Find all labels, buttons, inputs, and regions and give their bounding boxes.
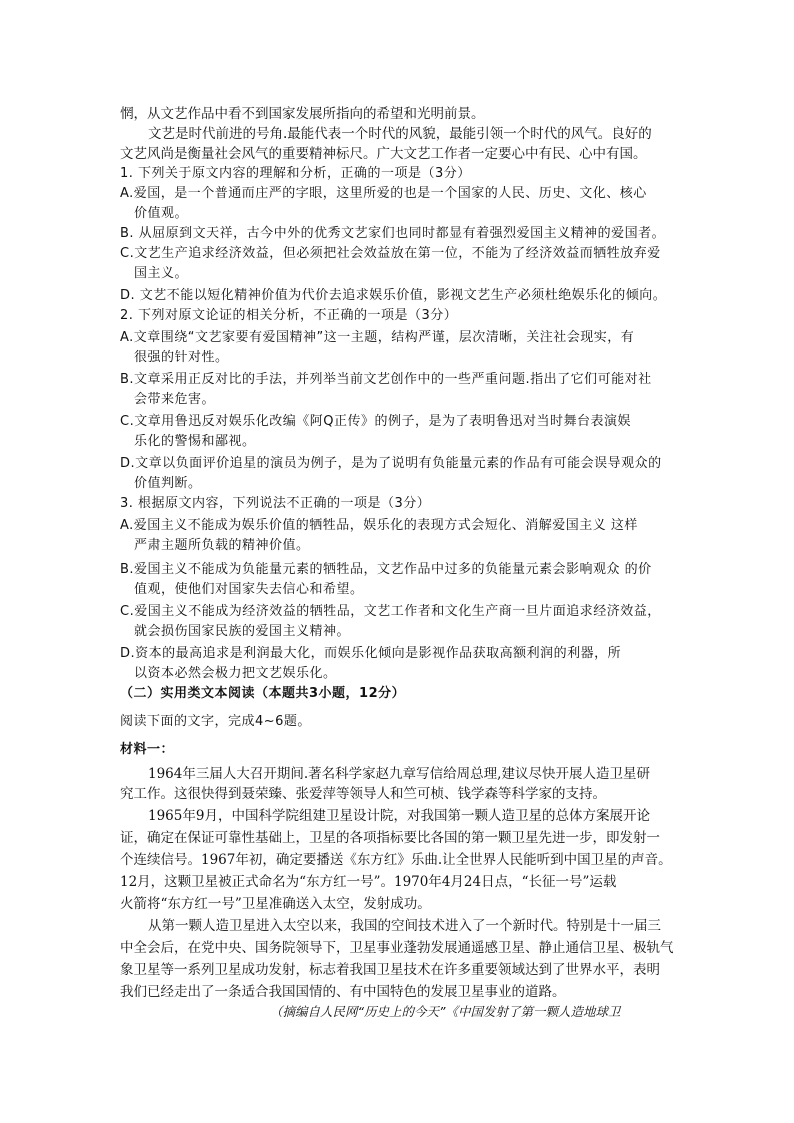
text-line: 象卫星等一系列卫星成功发射，标志着我国卫星技术在许多重要领域达到了世界水平，表明 <box>120 962 660 978</box>
text-line: C.文艺生产追求经济效益，但必须把社会效益放在第一位，不能为了经济效益而牺牲放弃爱 <box>120 246 661 261</box>
text-line: 我们已经走出了一条适合我国国情的、有中国特色的发展卫星事业的道路。 <box>120 984 566 1000</box>
text-line: A.爱国，是一个普通而庄严的字眼，这里所爱的也是一个国家的人民、历史、文化、核心 <box>120 186 647 201</box>
text-line: （二）实用类文本阅读（本题共3小题，12分） <box>120 686 406 701</box>
text-line: 严肃主题所负载的精神价值。 <box>134 538 310 553</box>
text-line: 从第一颗人造卫星进入太空以来，我国的空间技术进入了一个新时代。特别是十一届三 <box>148 918 661 934</box>
text-line: 以资本必然会极力把文艺娱乐化。 <box>134 666 337 681</box>
text-line: 会带来危害。 <box>134 392 216 407</box>
text-line: A.文章围绕“文艺家要有爱国精神”这一主题，结构严谨，层次清晰，关注社会现实，有 <box>120 330 635 345</box>
text-line: 究工作。这很快得到聂荣臻、张爱萍等领导人和竺可桢、钱学森等科学家的支持。 <box>120 786 606 802</box>
text-line: 证，确定在保证可靠性基础上，卫星的各项指标要比各国的第一颗卫星先进一步，即发射一 <box>120 830 660 846</box>
text-line: D. 文艺不能以短化精神价值为代价去追求娱乐价值，影视文艺生产必须杜绝娱乐化的倾向。 <box>120 288 667 303</box>
text-line: 很强的针对性。 <box>134 350 229 365</box>
text-line: 文艺风尚是衡量社会风气的重要精神标尺。广大文艺工作者一定要心中有民、心中有国。 <box>120 146 647 162</box>
text-line: D.资本的最高追求是利润最大化，而娱乐化倾向是影视作品获取高额利润的利器，所 <box>120 646 622 661</box>
text-line: 3. 根据原文内容，下列说法不正确的一项是（3分） <box>120 496 431 511</box>
text-line: 乐化的警惕和鄙视。 <box>134 434 256 449</box>
text-line: 火箭将“东方红一号”卫星准确送入太空，发射成功。 <box>120 896 431 912</box>
text-line: D.文章以负面评价追星的演员为例子，是为了说明有负能量元素的作品有可能会误导观众的 <box>120 456 662 471</box>
text-line: 就会损伤国家民族的爱国主义精神。 <box>134 624 351 639</box>
text-line: 文艺是时代前进的号角.最能代表一个时代的风貌，最能引领一个时代的风气。良好的 <box>148 126 652 142</box>
text-line: B. 从屈原到文天祥，古今中外的优秀文艺家们也同时都显有着强烈爱国主义精神的爱国者。 <box>120 226 666 241</box>
text-line: 惘，从文艺作品中看不到国家发展所指向的希望和光明前景。 <box>120 106 485 122</box>
text-line: 材料一： <box>120 742 175 757</box>
text-line: 1. 下列关于原文内容的理解和分析，正确的一项是（3分） <box>120 166 471 181</box>
text-line: 2. 下列对原文论证的相关分析，不正确的一项是（3分） <box>120 308 458 323</box>
text-line: C.爱国主义不能成为经济效益的牺牲品，文艺工作者和文化生产商一旦片面追求经济效益， <box>120 604 661 619</box>
text-line: 国主义。 <box>134 266 189 281</box>
text-line: 1964年三届人大召开期间.著名科学家赵九章写信给周总理,建议尽快开展人造卫星研 <box>148 766 650 782</box>
text-line: 价值判断。 <box>134 476 202 491</box>
text-line: 值观，使他们对国家失去信心和希望。 <box>134 582 364 597</box>
text-line: 个连续信号。1967年初，确定要播送《东方红》乐曲.让全世界人民能听到中国卫星的声音。 <box>120 852 672 868</box>
text-line: 阅读下面的文字，完成4~6题。 <box>120 714 311 729</box>
text-line: 中全会后，在党中央、国务院领导下，卫星事业蓬勃发展通遥感卫星、静止通信卫星、极轨气 <box>120 940 674 956</box>
text-line: B.文章采用正反对比的手法，并列举当前文艺创作中的一些严重问题.指出了它们可能对社 <box>120 372 652 387</box>
text-line: （摘编自人民网“历史上的今天”《中国发射了第一颗人造地球卫 <box>270 1004 621 1019</box>
text-line: 12月，这颗卫星被正式命名为“东方红一号”。1970年4月24日点，“长征一号”运载 <box>120 874 617 890</box>
text-line: B.爱国主义不能成为负能量元素的牺牲品，文艺作品中过多的负能量元素会影响观众 的价 <box>120 562 652 577</box>
text-line: 价值观。 <box>134 206 189 221</box>
text-line: A.爱国主义不能成为娱乐价值的牺牲品，娱乐化的表现方式会短化、消解爱国主义 这样 <box>120 518 638 533</box>
text-line: C.文章用鲁迅反对娱乐化改编《阿Q正传》的例子，是为了表明鲁迅对当时舞台表演娱 <box>120 414 631 429</box>
text-line: 1965年9月，中国科学院组建卫星设计院，对我国第一颗人造卫星的总体方案展开论 <box>148 808 650 824</box>
